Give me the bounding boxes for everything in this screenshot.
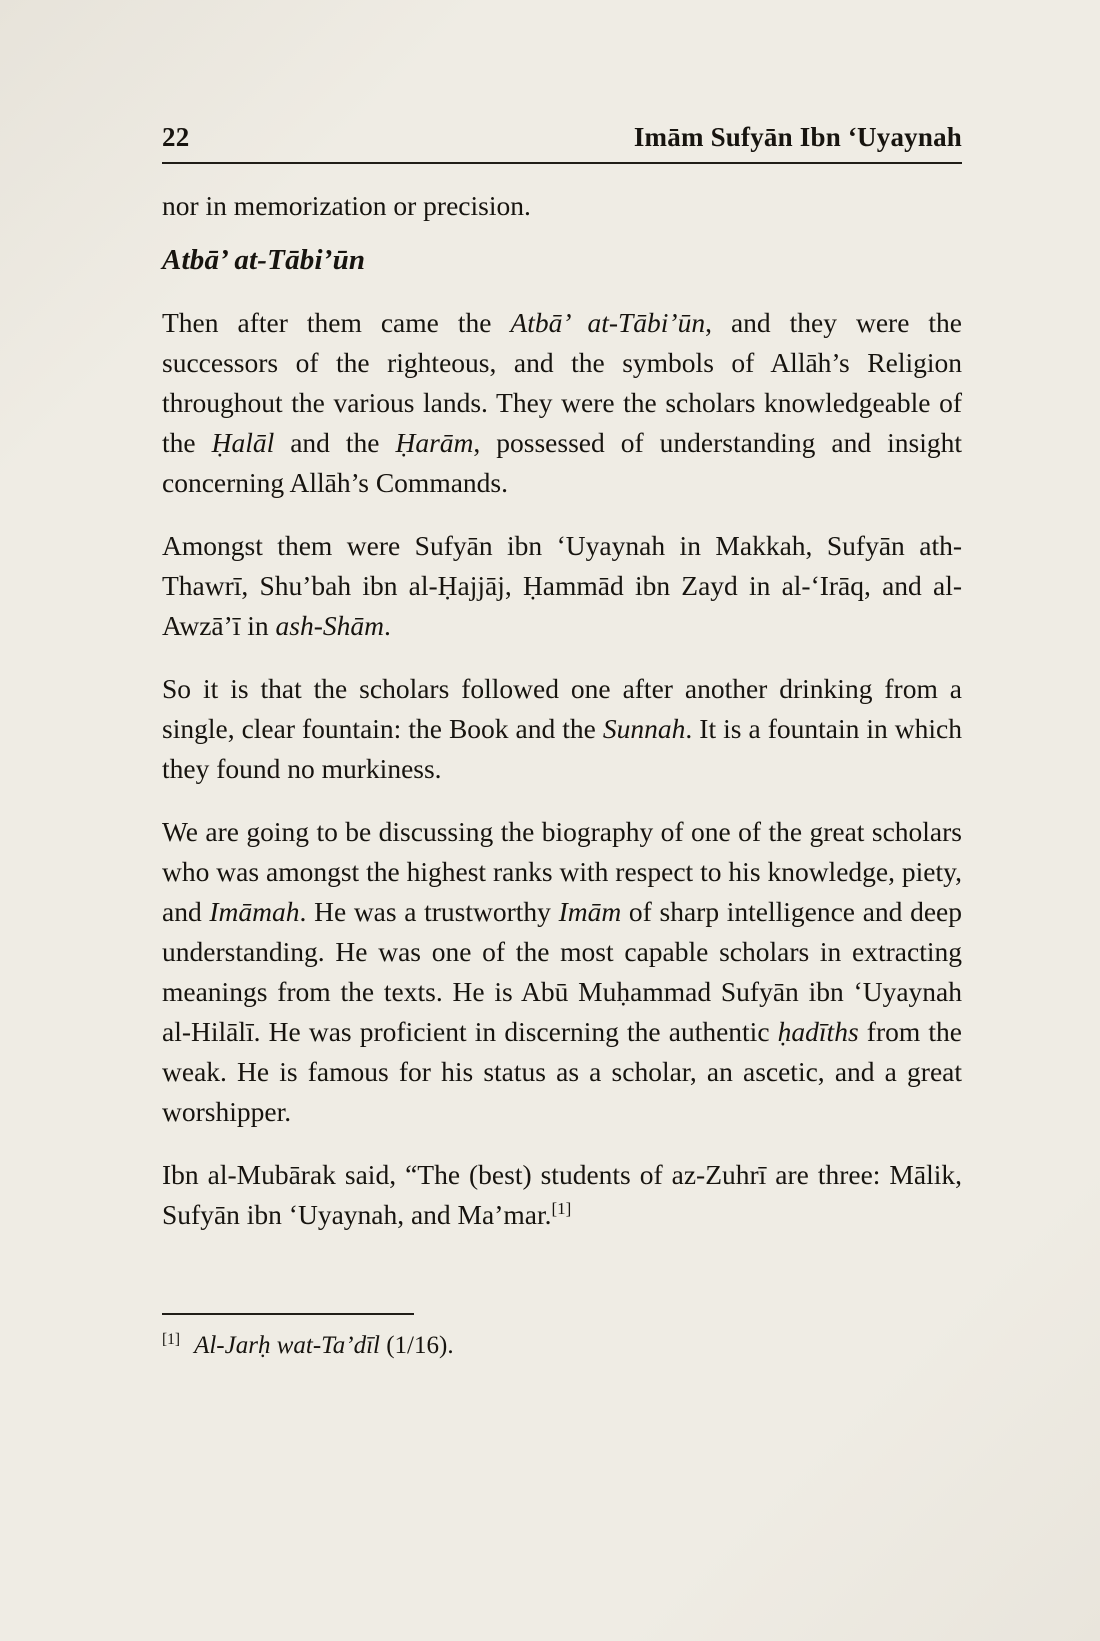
- paragraph: So it is that the scholars followed one after another drinking from a single, clear fountain: the Book and the Sunnah. It is a fountain in which they found no murkiness.: [162, 673, 962, 784]
- page-header: [162, 122, 962, 153]
- paragraph: Amongst them were Sufyān ibn ‘Uyaynah in Makkah, Sufyān ath-Thawrī, Shu’bah ibn al-Ḥajjāj, Ḥammād ibn Zayd in al-‘Irāq, and al-Awzā’ī in ash-Shām.: [162, 530, 962, 641]
- footnote-reference: Al-Jarḥ wat-Ta’dīl (1/16).: [194, 1332, 454, 1359]
- footnote-block: [162, 1313, 962, 1363]
- footnote: [162, 1329, 962, 1363]
- paragraph: Ibn al-Mubārak said, “The (best) students of az-Zuhrī are three: Mālik, Sufyān ibn ‘Uyaynah, and Ma’mar.[1]: [162, 1159, 962, 1230]
- continued-paragraph-line: nor in memorization or precision.: [162, 190, 531, 221]
- paragraph: Then after them came the Atbā’ at-Tābi’ūn, and they were the successors of the righteous, and the symbols of Allāh’s Religion throughout the various lands. They were the scholars knowledgeable of the Ḥalāl and the Ḥarām, possessed of understanding and insight concerning Allāh’s Commands.: [162, 307, 962, 498]
- footnote-marker: [1]: [162, 1330, 181, 1348]
- page-number: 22: [162, 122, 190, 152]
- body-text: [162, 186, 962, 1363]
- section-heading: Atbā’ at-Tābi’ūn: [162, 244, 366, 276]
- running-title: Imām Sufyān Ibn ‘Uyaynah: [633, 122, 962, 152]
- footnote-rule: [162, 1313, 414, 1315]
- header-rule: [162, 162, 962, 164]
- paragraph: We are going to be discussing the biography of one of the great scholars who was amongst the highest ranks with respect to his knowledge, piety, and Imāmah. He was a trustworthy Imām of sharp intelligence and deep understanding. He was one of the most capable scholars in extracting meanings from the texts. He is Abū Muḥammad Sufyān ibn ‘Uyaynah al-Hilālī. He was proficient in discerning the authentic ḥadīths from the weak. He is famous for his status as a scholar, an ascetic, and a great worshipper.: [162, 816, 962, 1127]
